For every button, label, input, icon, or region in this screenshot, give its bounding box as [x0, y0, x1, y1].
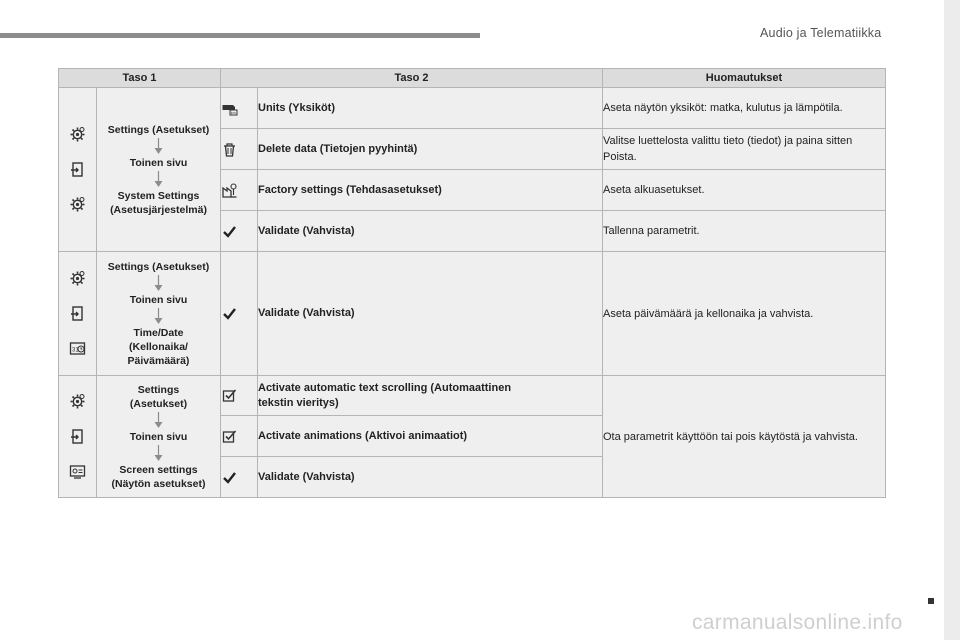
level1-path-screen-settings: [97, 376, 221, 498]
note-text: Aseta alkuasetukset.: [603, 170, 886, 211]
level1-settings-label: Settings (Asetukset): [107, 260, 210, 273]
level1-time-date-sub1: (Kellonaika/: [129, 340, 188, 353]
section-title: Audio ja Telematiikka: [760, 26, 882, 40]
down-arrow-icon: [154, 445, 163, 462]
page-edge-strip: [944, 0, 960, 640]
table-header-row: [59, 69, 886, 88]
group-icon-cell: [59, 376, 97, 498]
note-text: Ota parametrit käyttöön tai pois käytöstä ja vahvista.: [603, 376, 886, 498]
column-header-level2: Taso 2: [221, 69, 603, 88]
level2-label: Validate (Vahvista): [258, 252, 603, 376]
group-icon-cell: [59, 252, 97, 376]
down-arrow-icon: [154, 308, 163, 325]
level1-path-system-settings: [97, 88, 221, 252]
down-arrow-icon: [154, 412, 163, 429]
level1-time-date-sub2: Päivämäärä): [127, 354, 190, 367]
settings-gear-icon: [69, 270, 86, 287]
settings-gear-icon: [69, 393, 86, 410]
level1-settings-label: Settings (Asetukset): [107, 123, 210, 136]
level2-label: Validate (Vahvista): [258, 211, 603, 252]
level1-time-date-label: Time/Date: [133, 326, 184, 339]
checkbox-icon: [221, 387, 238, 404]
settings-table: [58, 68, 886, 498]
level2-icon-cell: [221, 88, 258, 129]
clock-calendar-icon: [69, 340, 86, 357]
table-row: [59, 88, 886, 129]
settings-gear-icon: [69, 126, 86, 143]
level1-second-page-label: Toinen sivu: [129, 156, 188, 169]
level1-settings-label: Settings: [137, 383, 180, 396]
level2-icon-cell: [221, 129, 258, 170]
checkbox-icon: [221, 428, 238, 445]
checkmark-icon: [221, 305, 238, 322]
column-header-level1: Taso 1: [59, 69, 221, 88]
down-arrow-icon: [154, 275, 163, 292]
level2-icon-cell: [221, 376, 258, 416]
level1-system-settings-label: System Settings: [117, 189, 200, 202]
table-row: [59, 252, 886, 376]
header-rule: [0, 33, 480, 38]
units-icon: [221, 100, 238, 117]
column-header-notes: Huomautukset: [603, 69, 886, 88]
table-row: [59, 376, 886, 416]
note-text: Aseta näytön yksiköt: matka, kulutus ja lämpötila.: [603, 88, 886, 129]
level2-label: Activate animations (Aktivoi animaatiot): [258, 416, 603, 457]
level1-settings-sub: (Asetukset): [129, 397, 188, 410]
page-toggle-icon: [69, 305, 86, 322]
level1-screen-settings-sub: (Näytön asetukset): [111, 477, 206, 490]
note-text: Valitse luettelosta valittu tieto (tiedot) ja paina sitten Poista.: [603, 129, 886, 170]
note-text: Aseta päivämäärä ja kellonaika ja vahvista.: [603, 252, 886, 376]
level2-icon-cell: [221, 170, 258, 211]
level2-label-line2: tekstin vieritys): [258, 396, 339, 409]
page-marker: [928, 598, 934, 604]
level1-system-settings-sub: (Asetusjärjestelmä): [110, 203, 207, 216]
group-icon-cell: [59, 88, 97, 252]
level1-path-time-date: [97, 252, 221, 376]
level1-second-page-label: Toinen sivu: [129, 430, 188, 443]
level2-icon-cell: [221, 416, 258, 457]
checkmark-icon: [221, 223, 238, 240]
watermark: carmanualsonline.info: [692, 611, 903, 634]
delete-trash-icon: [221, 141, 238, 158]
level2-icon-cell: [221, 252, 258, 376]
level1-second-page-label: Toinen sivu: [129, 293, 188, 306]
factory-reset-icon: [221, 182, 238, 199]
level2-label: Factory settings (Tehdasasetukset): [258, 170, 603, 211]
screen-settings-icon: [69, 463, 86, 480]
level2-icon-cell: [221, 211, 258, 252]
down-arrow-icon: [154, 171, 163, 188]
level2-label: Validate (Vahvista): [258, 457, 603, 498]
checkmark-icon: [221, 469, 238, 486]
level2-label-line1: Activate automatic text scrolling (Automaattinen: [258, 381, 512, 394]
level2-label: Units (Yksiköt): [258, 88, 603, 129]
page-toggle-icon: [69, 428, 86, 445]
page-toggle-icon: [69, 161, 86, 178]
note-text: Tallenna parametrit.: [603, 211, 886, 252]
level2-icon-cell: [221, 457, 258, 498]
level1-screen-settings-label: Screen settings: [119, 463, 198, 476]
down-arrow-icon: [154, 138, 163, 155]
settings-gear-icon: [69, 196, 86, 213]
level2-label: Delete data (Tietojen pyyhintä): [258, 129, 603, 170]
level2-label: [258, 376, 603, 416]
